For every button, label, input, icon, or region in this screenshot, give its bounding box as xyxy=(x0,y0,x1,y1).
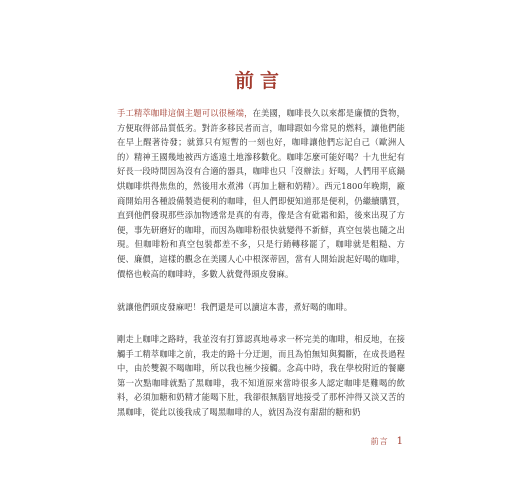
paragraph-3 xyxy=(117,332,405,420)
page-footer xyxy=(371,436,404,447)
footer-chapter-label: 前言 xyxy=(370,437,389,446)
page-title: 前言 xyxy=(234,70,285,92)
paragraph-2-text: 就讓他們頭皮發麻吧！我們還是可以讀這本書，煮好喝的咖啡。 xyxy=(117,302,353,312)
page-number: 1 xyxy=(396,436,404,447)
paragraph-2 xyxy=(117,300,405,315)
paragraph-1-lead: 手工精萃咖啡這個主題可以很極端， xyxy=(117,108,253,118)
paragraph-1-text: 在美國，咖啡長久以來都是廉價的貨物，方便取得部品質低劣。對許多移民者而言，咖啡跟如今常見的燃料，讓他們能在早上醒著待發；就算只有短暫的一刻也好，咖啡讓他們忘記自己（歐洲人的）精神王國幾地被西方遙遠土地滲移數化。咖啡怎麼可能好喝？十九世紀有好長一段時間因為沒有合適的器具，咖啡也只「沒辦法」好喝，人們用平底鍋烘咖啡烘得焦焦的，然後用水煮沸（再加上糖和奶精）。西元1800年晚期，廠商開始用各種設備製造便利的咖啡，但人們即便知道那是便利，仍繼續購買，直到他們發現那些添加物透常是真的有毒，像是含有砒霜和鉛，後來出現了方便，事先研磨好的咖啡，而因為咖啡粉很快就變得不新鮮，真空包裝也隨之出現。但咖啡粉和真空包裝都差不多，只是行銷轉移罷了，咖啡就是粗糙、方便、廉價，這樣的觀念在美國人心中根深蒂固，當有人開始說起好喝的咖啡，價格也較高的咖啡時，多數人就覺得頭皮發麻。 xyxy=(117,108,405,279)
paragraph-3-text: 剛走上咖啡之路時，我並沒有打算認真地尋求一杯完美的咖啡，相反地，在接觸手工精萃咖啡之前，我走的路十分迂迴，而且為怕無知與獨斷，在成長過程中，由於雙親不喝咖啡，所以我也極少接觸。念高中時，我在學校附近的餐廳第一次點咖啡就點了黑咖啡，我不知道原來當時很多人認定咖啡是難喝的飲料，必須加糖和奶精才能喝下肚，我卻很無腦冒地接受了那杯沖得又淡又苦的黑咖啡，從此以後我成了喝黑咖啡的人，就因為沒有甜甜的糖和奶 xyxy=(117,334,405,417)
paragraph-1 xyxy=(117,106,405,281)
